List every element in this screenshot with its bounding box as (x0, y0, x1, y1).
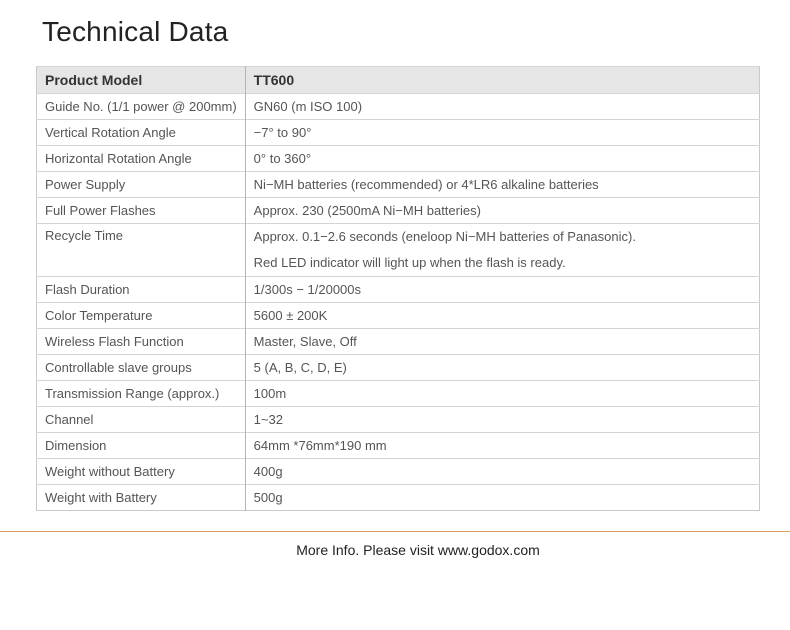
row-label: Full Power Flashes (37, 198, 246, 224)
table-row (37, 303, 760, 329)
header-value: TT600 (245, 67, 759, 94)
footer-info-text: More Info. Please visit www.godox.com (296, 542, 540, 558)
table-row (37, 329, 760, 355)
row-value: GN60 (m ISO 100) (245, 94, 759, 120)
table-row (37, 198, 760, 224)
page-title: Technical Data (42, 16, 229, 47)
row-label: Controllable slave groups (37, 355, 246, 381)
table-row (37, 407, 760, 433)
table-row (37, 277, 760, 303)
row-value: 1/300s − 1/20000s (245, 277, 759, 303)
row-label: Flash Duration (37, 277, 246, 303)
row-label: Power Supply (37, 172, 246, 198)
row-value: 500g (245, 485, 759, 511)
table-header-row (37, 67, 760, 94)
row-value: 400g (245, 459, 759, 485)
row-value: Master, Slave, Off (245, 329, 759, 355)
row-label: Channel (37, 407, 246, 433)
row-label: Recycle Time (37, 224, 246, 277)
row-value: 1~32 (245, 407, 759, 433)
technical-data-table (36, 66, 760, 511)
row-value: 0° to 360° (245, 146, 759, 172)
table-row (37, 355, 760, 381)
table-row (37, 120, 760, 146)
row-label: Weight without Battery (37, 459, 246, 485)
row-value: Ni−MH batteries (recommended) or 4*LR6 alkaline batteries (245, 172, 759, 198)
row-label: Wireless Flash Function (37, 329, 246, 355)
table-row (37, 146, 760, 172)
table-row (37, 381, 760, 407)
table-row (37, 433, 760, 459)
row-value: 64mm *76mm*190 mm (245, 433, 759, 459)
row-value: −7° to 90° (245, 120, 759, 146)
row-label: Horizontal Rotation Angle (37, 146, 246, 172)
row-value: 5600 ± 200K (245, 303, 759, 329)
row-value (245, 224, 759, 277)
table-row (37, 459, 760, 485)
table-row (37, 172, 760, 198)
table-row (37, 485, 760, 511)
row-label: Dimension (37, 433, 246, 459)
row-label: Transmission Range (approx.) (37, 381, 246, 407)
row-value-line: Approx. 0.1−2.6 seconds (eneloop Ni−MH batteries of Panasonic). (253, 229, 636, 244)
header-label: Product Model (37, 67, 246, 94)
row-value: 100m (245, 381, 759, 407)
row-label: Weight with Battery (37, 485, 246, 511)
table-row (37, 94, 760, 120)
table-row (37, 224, 760, 277)
row-value: 5 (A, B, C, D, E) (245, 355, 759, 381)
row-label: Vertical Rotation Angle (37, 120, 246, 146)
row-label: Guide No. (1/1 power @ 200mm) (37, 94, 246, 120)
row-label: Color Temperature (37, 303, 246, 329)
footer-divider (0, 531, 790, 532)
row-value-line: Red LED indicator will light up when the flash is ready. (253, 255, 566, 270)
row-value: Approx. 230 (2500mA Ni−MH batteries) (245, 198, 759, 224)
